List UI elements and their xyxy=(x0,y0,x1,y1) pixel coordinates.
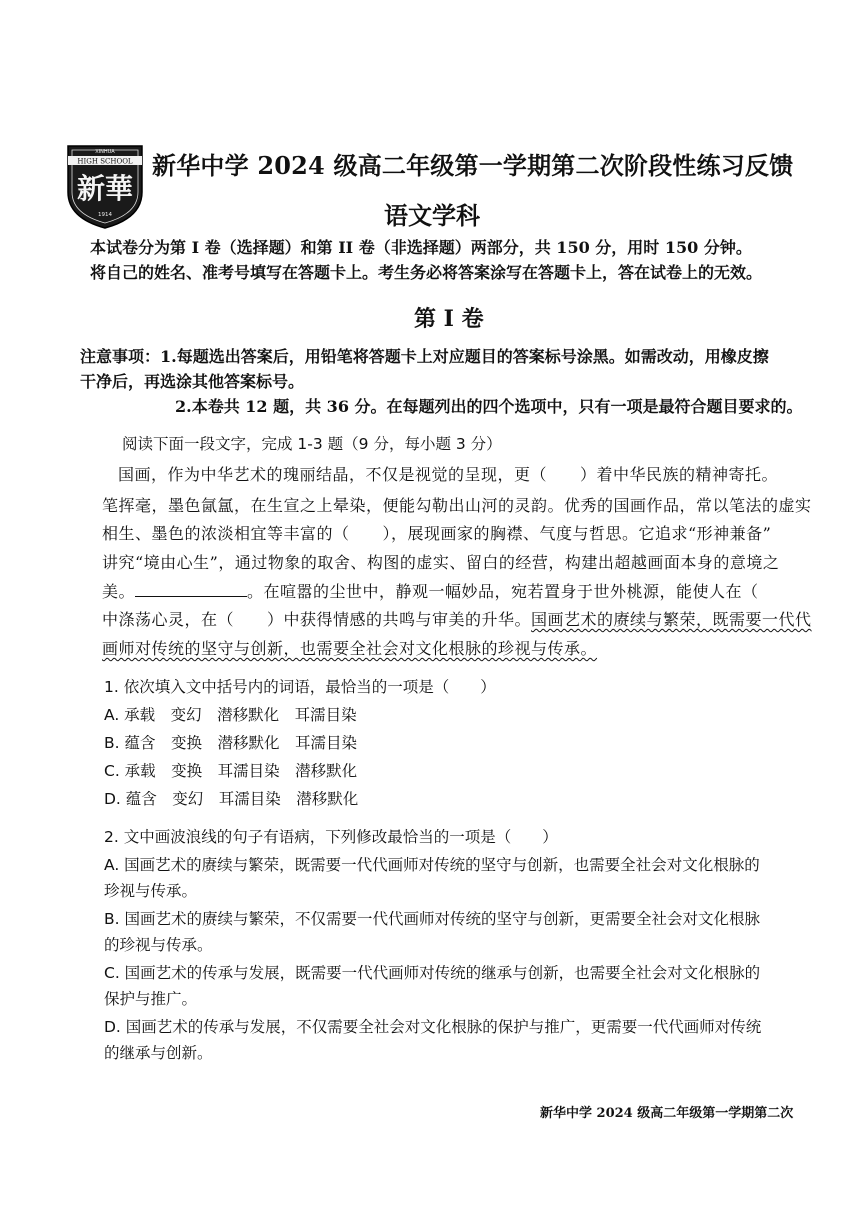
crest-year: 1914 xyxy=(98,212,112,218)
q2-option-d-line-2: 的继承与创新。 xyxy=(104,1044,213,1062)
crest-glyphs: 新華 xyxy=(76,172,134,205)
crest-top-text: XINHUA xyxy=(95,149,115,155)
school-crest-logo xyxy=(62,142,148,230)
passage-line-4: 讲究“境由心生”，通过物象的取舍、构图的虚实、留白的经营，构建出超越画面本身的意境之 xyxy=(102,553,780,572)
q1-stem: 1. 依次填入文中括号内的词语，最恰当的一项是（ ） xyxy=(104,678,496,696)
exam-title: 新华中学 2024 级高二年级第一学期第二次阶段性练习反馈 xyxy=(152,151,794,180)
exam-info-line-2: 将自己的姓名、准考号填写在答题卡上。考生务必将答案涂写在答题卡上，答在试卷上的无效。 xyxy=(90,263,763,282)
reading-instruction: 阅读下面一段文字，完成 1-3 题（9 分，每小题 3 分） xyxy=(122,435,502,453)
wavy-sentence-part-1: 国画艺术的赓续与繁荣，既需要一代代 xyxy=(531,610,812,629)
notice-2: 2.本卷共 12 题，共 36 分。在每题列出的四个选项中，只有一项是最符合题目要求的。 xyxy=(175,397,803,416)
crest-band-text: HIGH SCHOOL xyxy=(77,157,133,166)
passage-line-5 xyxy=(102,579,759,602)
q2-option-c-line-2: 保护与推广。 xyxy=(104,990,198,1008)
exam-info-line-1: 本试卷分为第 I 卷（选择题）和第 II 卷（非选择题）两部分，共 150 分，用时 150 分钟。 xyxy=(90,238,752,257)
exam-subject: 语文学科 xyxy=(384,201,480,230)
notice-1-line-2: 干净后，再选涂其他答案标号。 xyxy=(80,372,305,391)
page-footer: 新华中学 2024 级高二年级第一学期第二次 xyxy=(540,1106,794,1121)
passage-line-6-text: 中涤荡心灵，在（ ）中获得情感的共鸣与审美的升华。 xyxy=(102,610,532,629)
q2-option-c-line-1: C. 国画艺术的传承与发展，既需要一代代画师对传统的继承与创新，也需要全社会对文化根脉的 xyxy=(104,964,761,982)
q2-stem: 2. 文中画波浪线的句子有语病，下列修改最恰当的一项是（ ） xyxy=(104,828,558,846)
notice-1-line-1: 注意事项：1.每题选出答案后，用铅笔将答题卡上对应题目的答案标号涂黑。如需改动，用橡皮擦 xyxy=(80,347,769,366)
q2-option-a-line-2: 珍视与传承。 xyxy=(104,882,198,900)
passage-line-1: 国画，作为中华艺术的瑰丽结晶，不仅是视觉的呈现，更（ ）着中华民族的精神寄托。 xyxy=(118,465,779,484)
q2-option-a-line-1: A. 国画艺术的赓续与繁荣，既需要一代代画师对传统的坚守与创新，也需要全社会对文化根脉的 xyxy=(104,856,760,874)
q1-option-b: B. 蕴含 变换 潜移默化 耳濡目染 xyxy=(104,734,357,752)
q2-option-b-line-1: B. 国画艺术的赓续与繁荣，不仅需要一代代画师对传统的坚守与创新，更需要全社会对文化根脉 xyxy=(104,910,760,928)
q2-option-b-line-2: 的珍视与传承。 xyxy=(104,936,213,954)
q1-option-c: C. 承载 变换 耳濡目染 潜移默化 xyxy=(104,762,358,780)
q1-option-d: D. 蕴含 变幻 耳濡目染 潜移默化 xyxy=(104,790,359,808)
passage-line-6 xyxy=(102,607,812,630)
passage-line-2: 笔挥毫，墨色氤氲，在生宣之上晕染，便能勾勒出山河的灵韵。优秀的国画作品，常以笔法的虚实 xyxy=(102,496,812,515)
q2-option-d-line-1: D. 国画艺术的传承与发展，不仅需要全社会对文化根脉的保护与推广，更需要一代代画师对传统 xyxy=(104,1018,762,1036)
wavy-sentence-part-2: 画师对传统的坚守与创新，也需要全社会对文化根脉的珍视与传承。 xyxy=(102,639,598,658)
passage-line-7 xyxy=(102,636,597,659)
section-title: 第 I 卷 xyxy=(414,306,484,332)
q1-option-a: A. 承载 变幻 潜移默化 耳濡目染 xyxy=(104,706,357,724)
answer-blank xyxy=(135,582,247,597)
passage-line-5-end: 。在喧嚣的尘世中，静观一幅妙品，宛若置身于世外桃源，能使人在（ xyxy=(247,582,759,601)
passage-line-5-start: 美。 xyxy=(102,582,136,601)
passage-line-3: 相生、墨色的浓淡相宜等丰富的（ ），展现画家的胸襟、气度与哲思。它追求“形神兼备” xyxy=(102,524,772,543)
